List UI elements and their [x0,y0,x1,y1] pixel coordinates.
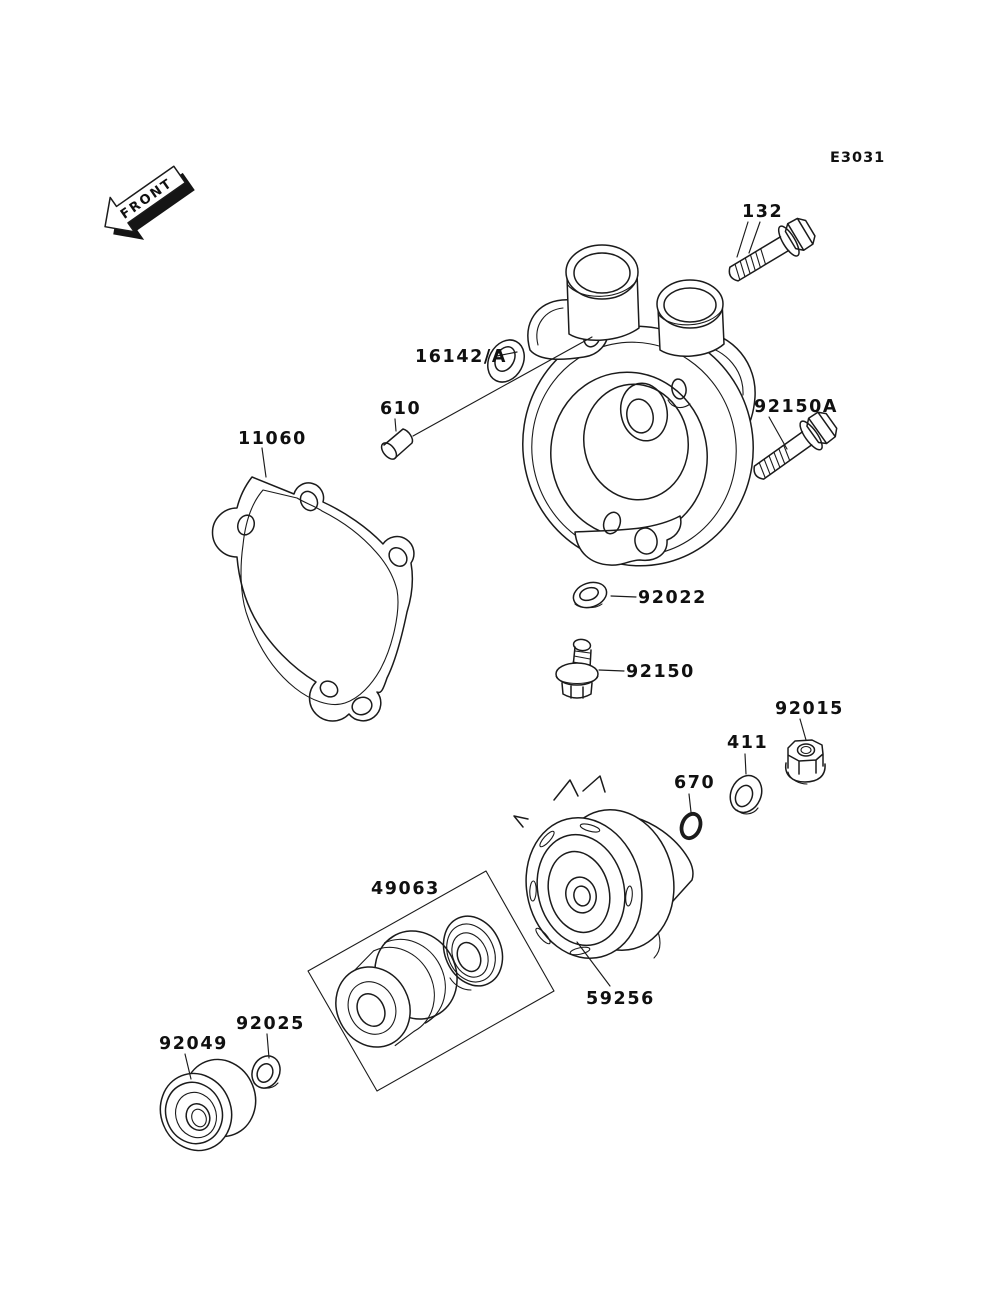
nut-92015-bore [798,744,815,756]
pin-end-face [379,440,400,462]
page-code: E3031 [830,150,886,166]
bolt-132-drawing [722,214,819,291]
leader-line-610 [395,419,396,431]
leader-line-92022 [611,596,636,597]
gasket-inner-edge [241,490,398,705]
gasket-hole-bottom-1 [317,678,340,700]
bearing-92049-drawing [149,1034,267,1161]
part-label-16142A: 16142/A [415,347,508,367]
seal-seat-bore [453,939,485,975]
seal-front-face [322,954,423,1060]
washer-411-drawing [725,733,769,817]
washer-411-inner [732,783,756,810]
nut-92015-hex [788,740,823,774]
bolt-92150-drawing [556,638,695,698]
part-label-11060: 11060 [238,429,307,449]
washer-92022-drawing [570,578,707,611]
bolt-92150A-drawing [746,407,841,489]
gasket-hole-bottom-2 [350,695,375,718]
part-label-92025: 92025 [236,1014,305,1034]
part-132-bolt [722,202,819,291]
nut-92015-drawing [775,699,844,784]
nut-92015-bore-inner [801,747,811,754]
leader-line-411 [745,754,746,774]
leader-line-92015 [800,719,806,740]
pump-cover-left-pipe [566,245,639,340]
part-16142A-callout [415,347,517,367]
leader-line-92150 [599,670,624,671]
washer-92022-outer [570,578,610,611]
part-label-92150: 92150 [626,662,695,682]
seal-kit-group [308,871,554,1091]
mechanical-seal-drawing [322,917,472,1060]
gasket-drawing [213,429,414,721]
leader-line-92025 [267,1034,269,1058]
leader-line-92150A [769,417,787,449]
gasket-hole-right [385,544,410,570]
part-label-59256: 59256 [586,989,655,1009]
part-92150A-bolt [746,397,841,489]
part-label-411: 411 [727,733,769,753]
bolt-92150-stud-top [573,638,591,651]
part-label-670: 670 [674,773,716,793]
nut-92015-flange [786,763,825,782]
pump-cover-right-pipe [657,280,724,356]
part-label-610: 610 [380,399,422,419]
washer-411-outer [725,771,768,818]
o-ring-670-drawing [674,773,715,841]
part-label-92015: 92015 [775,699,844,719]
washer-92025-inner [254,1061,275,1084]
gasket-hole-top [297,488,321,513]
part-label-132: 132 [742,202,784,222]
part-label-92049: 92049 [159,1034,228,1054]
pump-cover-drawing [481,245,776,587]
front-arrow-label: FRONT [117,175,176,223]
leader-line-11060 [262,448,266,477]
impeller-drawing [512,776,693,1009]
part-label-92022: 92022 [638,588,707,608]
front-arrow [93,156,200,253]
part-label-49063: 49063 [371,879,440,899]
leader-line-670 [689,794,691,812]
o-ring-670 [678,811,703,841]
part-label-92150A: 92150A [754,397,839,417]
washer-92022-inner [578,585,600,602]
